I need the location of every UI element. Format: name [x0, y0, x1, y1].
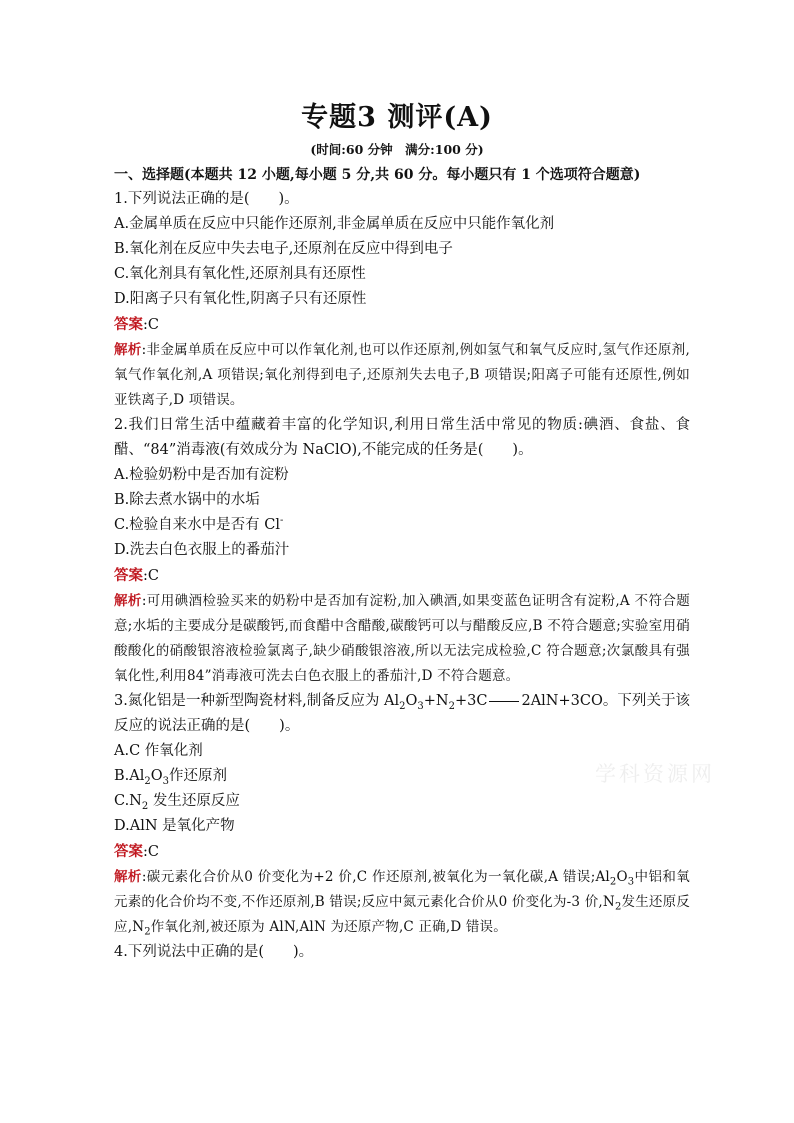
subscript: 2: [141, 800, 149, 812]
option-d: D.洗去白色衣服上的番茄汁: [114, 542, 290, 558]
analysis-part: O: [616, 869, 628, 885]
subscript: 2: [448, 700, 455, 712]
option-part: 作还原剂: [169, 768, 228, 784]
analysis: [114, 589, 690, 689]
question-stem: 4.下列说法中正确的是( )。: [114, 944, 314, 960]
question-3: [114, 689, 690, 940]
answer: [114, 839, 690, 865]
subscript: 3: [417, 700, 424, 712]
option-d: D.阳离子只有氧化性,阴离子只有还原性: [114, 291, 367, 307]
stem-part: +N: [423, 693, 449, 709]
answer-value: :C: [143, 844, 159, 860]
question-stem: [114, 689, 690, 739]
subscript: 3: [627, 876, 635, 888]
answer: [114, 563, 690, 589]
option-part: 发生还原反应: [152, 793, 240, 809]
analysis: [114, 338, 690, 413]
analysis-part: 发生还原反应,N: [114, 894, 691, 935]
subscript: 2: [609, 876, 617, 888]
analysis-label: 解析: [114, 593, 142, 609]
question-2: [114, 413, 690, 689]
question-stem: 2.我们日常生活中蕴藏着丰富的化学知识,利用日常生活中常见的物质:碘酒、食盐、食醋、“84”消毒液(有效成分为 NaClO),不能完成的任务是( )。: [114, 417, 690, 458]
option-c: [114, 513, 690, 538]
question-1: [114, 187, 690, 413]
answer: [114, 312, 690, 338]
analysis-part: 中铝和氧元素的化合价均不变,不作还原剂,B 错误;反应中氮元素化合价从0 价变化为-3 价,N: [114, 869, 690, 910]
option-c: [114, 789, 690, 814]
chloride-charge: -: [280, 515, 284, 527]
subscript: 2: [399, 700, 406, 712]
option-a: A.金属单质在反应中只能作还原剂,非金属单质在反应中只能作氧化剂: [114, 216, 555, 232]
option-part: O: [150, 768, 163, 784]
analysis-part: :碳元素化合价从0 价变化为+2 价,C 作还原剂,被氧化为一氧化碳,A 错误;Al: [141, 869, 610, 885]
answer-label: 答案: [114, 843, 143, 860]
section-heading: 一、选择题(本题共 12 小题,每小题 5 分,共 60 分。每小题只有 1 个选项符合题意): [114, 167, 641, 183]
option-a: A.C 作氧化剂: [114, 743, 203, 759]
stem-part: 2AlN+3CO。下列关于该反应的说法正确的是( )。: [114, 693, 690, 734]
stem-part: +3C: [454, 693, 488, 709]
option-d: D.AlN 是氧化产物: [114, 818, 235, 834]
answer-label: 答案: [114, 316, 143, 333]
stem-part: 3.氮化铝是一种新型陶瓷材料,制备反应为 Al: [114, 693, 400, 709]
page-title: 专题3 测评(A): [301, 102, 493, 133]
subscript: 2: [144, 775, 151, 787]
option-a: A.检验奶粉中是否加有淀粉: [114, 467, 289, 483]
option-part: C.N: [114, 793, 142, 809]
subscript: 2: [144, 926, 151, 938]
analysis-text: :可用碘酒检验买来的奶粉中是否加有淀粉,加入碘酒,如果变蓝色证明含有淀粉,A 不符合题意;水垢的主要成分是碳酸钙,而食醋中含醋酸,碳酸钙可以与醋酸反应,B 不符合题意;实验室用硝酸酸化的硝酸银溶液检验氯离子,缺少硝酸银溶液,所以无法完成检验,C 符合题意;次氯酸具有强氧化性,利用84”消毒液可洗去白色衣服上的番茄汁,D 不符合题意。: [114, 593, 691, 684]
option-b: B.除去煮水锅中的水垢: [114, 492, 260, 508]
analysis-label: 解析: [114, 342, 142, 358]
option-b: B.氧化剂在反应中失去电子,还原剂在反应中得到电子: [114, 241, 453, 257]
analysis: [114, 865, 690, 940]
reaction-arrow: [489, 701, 519, 702]
answer-value: :C: [143, 317, 159, 333]
question-4: [114, 940, 690, 965]
watermark: 学科资源网: [595, 762, 715, 786]
exam-content: [114, 164, 690, 965]
exam-time-score: (时间:60 分钟 满分:100 分): [310, 142, 484, 157]
subscript: 2: [614, 901, 622, 913]
option-part: B.Al: [114, 768, 145, 784]
subscript: 3: [162, 775, 170, 787]
analysis-text: :非金属单质在反应中可以作氧化剂,也可以作还原剂,例如氢气和氧气反应时,氢气作还原剂,氧气作氧化剂,A 项错误;氧化剂得到电子,还原剂失去电子,B 项错误;阳离子可能有还原性,例如亚铁离子,D 项错误。: [114, 342, 690, 408]
stem-part: O: [405, 693, 418, 709]
question-stem: 1.下列说法正确的是( )。: [114, 191, 299, 207]
answer-label: 答案: [114, 567, 143, 584]
option-c-text: C.检验自来水中是否有 Cl: [114, 517, 281, 533]
answer-value: :C: [143, 568, 159, 584]
analysis-part: 作氧化剂,被还原为 AlN,AlN 为还原产物,C 正确,D 错误。: [150, 919, 507, 935]
analysis-label: 解析: [114, 869, 142, 885]
option-c: C.氧化剂具有氧化性,还原剂具有还原性: [114, 266, 366, 282]
